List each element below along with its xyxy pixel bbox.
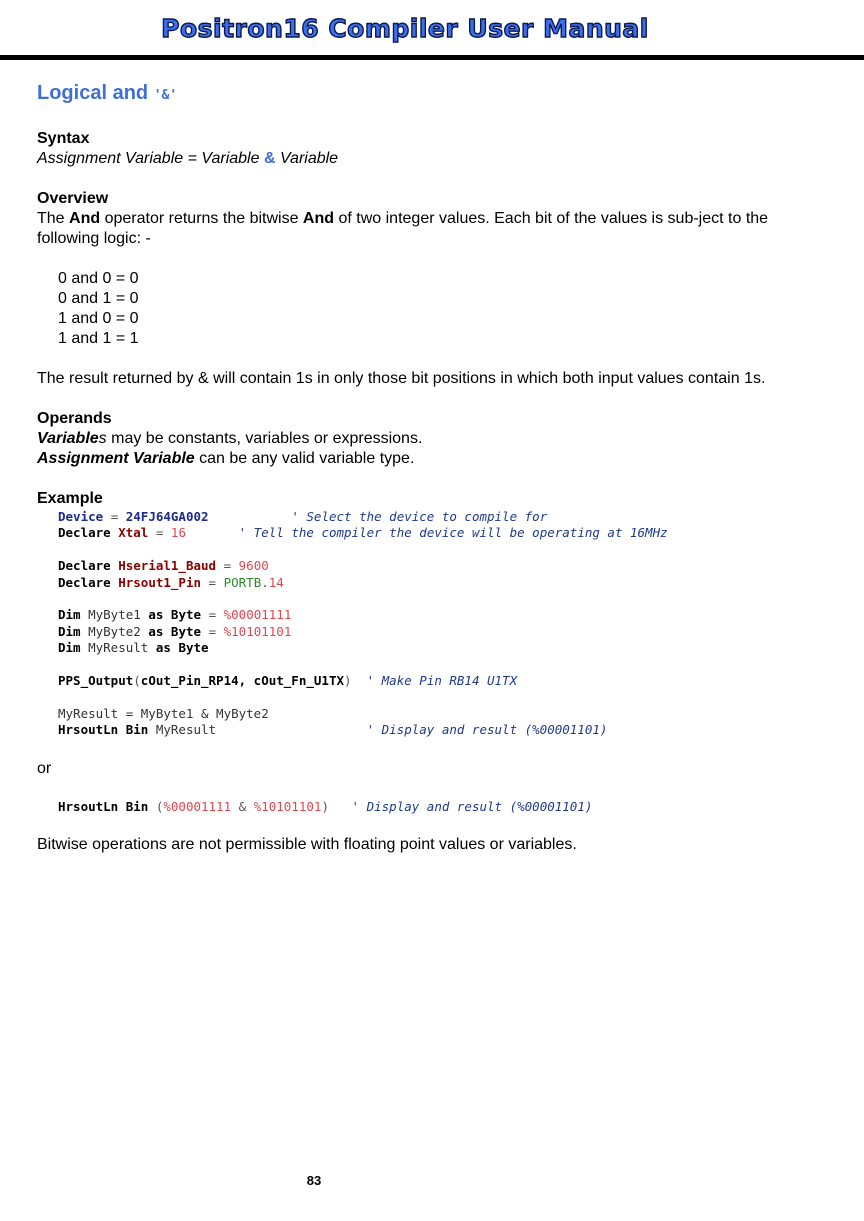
page-number: 83 xyxy=(306,1173,322,1188)
header-rule xyxy=(0,55,864,60)
code-line: PPS_Output(cOut_Pin_RP14, cOut_Fn_U1TX) ' Make Pin RB14 U1TX xyxy=(58,673,518,689)
logic-row: 1 and 0 = 0 xyxy=(58,310,139,327)
syntax-line xyxy=(37,149,773,169)
syntax-part1: Assignment Variable = Variable xyxy=(37,150,260,167)
code-line: Declare Xtal = 16 ' Tell the compiler the device will be operating at 16MHz xyxy=(58,525,668,541)
logic-row: 1 and 1 = 1 xyxy=(58,330,139,347)
operands-line2: Assignment Variable can be any valid variable type. xyxy=(37,450,415,467)
syntax-operator: & xyxy=(263,150,276,167)
code-line: Dim MyByte2 as Byte = %10101101 xyxy=(58,623,292,639)
section-title-literal: '&' xyxy=(153,88,178,103)
page-content xyxy=(37,80,773,855)
result-text: The result returned by & will contain 1s in only those bit positions in which both input values contain 1s. xyxy=(37,370,766,387)
footer-note: Bitwise operations are not permissible with floating point values or variables. xyxy=(37,836,577,854)
section-title xyxy=(37,80,773,109)
overview-heading: Overview xyxy=(37,190,109,207)
syntax-part2: Variable xyxy=(279,150,339,167)
logic-row: 0 and 1 = 0 xyxy=(58,290,139,307)
logic-row: 0 and 0 = 0 xyxy=(58,270,139,287)
code-line: Dim MyResult as Byte xyxy=(58,640,209,656)
or-text: or xyxy=(37,759,52,777)
code-example xyxy=(37,509,773,739)
overview-text: The And operator returns the bitwise And of two integer values. Each bit of the values is sub-ject to the following logic: - xyxy=(37,210,769,247)
code-line: Declare Hserial1_Baud = 9600 xyxy=(58,558,269,574)
section-title-text: Logical and xyxy=(37,82,149,104)
code-line: Declare Hrsout1_Pin = PORTB.14 xyxy=(58,574,284,590)
code-line: HrsoutLn Bin (%00001111 & %10101101) ' Display and result (%00001101) xyxy=(58,798,593,814)
code-line: Device = 24FJ64GA002 ' Select the device to compile for xyxy=(58,509,548,524)
operands-heading: Operands xyxy=(37,410,112,427)
code-line: MyResult = MyByte1 & MyByte2 xyxy=(58,705,269,721)
syntax-heading: Syntax xyxy=(37,130,90,147)
code-example-2 xyxy=(37,799,773,815)
example-heading: Example xyxy=(37,490,103,507)
operands-line1: Variables may be constants, variables or expressions. xyxy=(37,430,423,447)
code-line: Dim MyByte1 as Byte = %00001111 xyxy=(58,607,292,623)
page-header xyxy=(0,0,864,64)
code-line: HrsoutLn Bin MyResult ' Display and result (%00001101) xyxy=(58,722,608,738)
manual-title: Positron16 Compiler User Manual xyxy=(161,14,649,43)
logic-table xyxy=(37,269,773,349)
